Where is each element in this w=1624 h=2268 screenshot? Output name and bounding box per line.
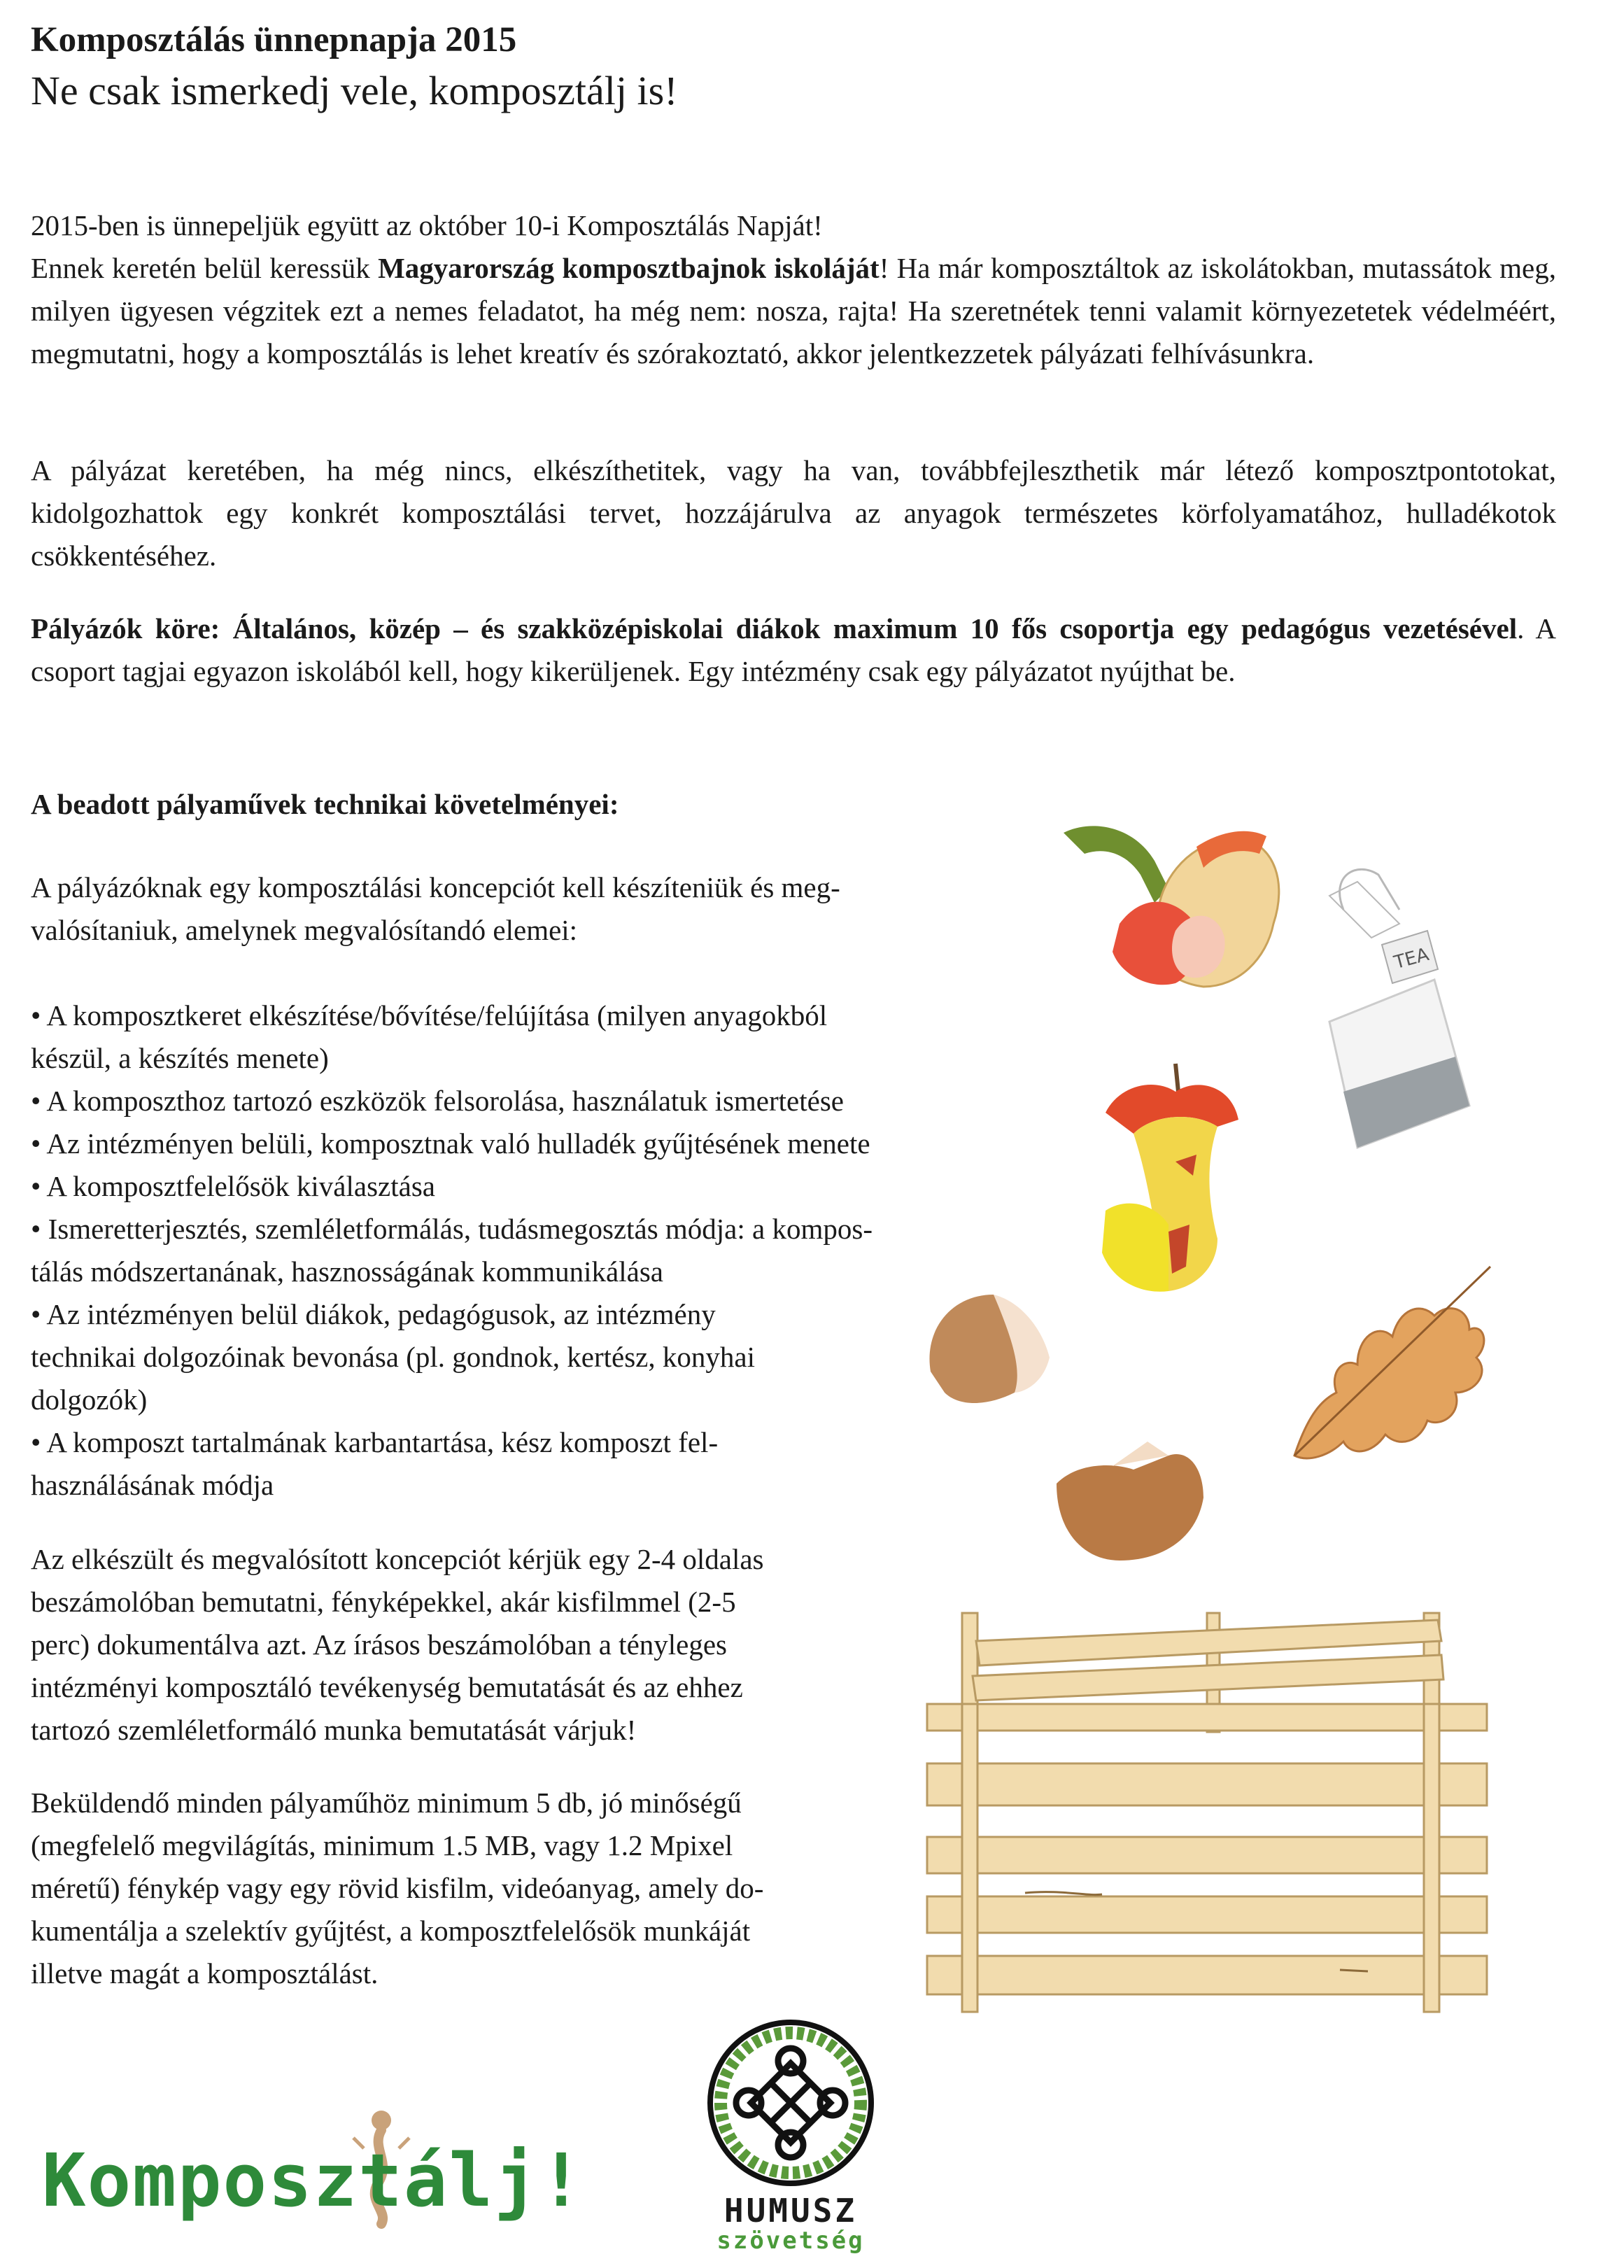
intro-text-post: ! Ha már komposztáltok az iskolátokban, mutassátok meg, milyen ügyesen végzitek ezt a nemes feladatot, ha még nem: nosza, rajta! Ha szeretnétek tenni valamit környezetetek védelméért, megmutatni, hogy a komposztálás is lehet kreatív és szórakoztató, akkor jelentkezzetek pályázati felhívásunkra.	[31, 252, 1556, 369]
intro-line: 2015-ben is ünnepeljük együtt az október 10-i Komposztálás Napját!	[31, 209, 823, 241]
humusz-name: HUMUSZ	[723, 2192, 858, 2230]
applicants-bold: Pályázók köre: Általános, közép – és szakközépiskolai diákok maximum 10 fős csoportja egy pedagógus vezetésével	[31, 612, 1518, 645]
pepper-illustration	[1036, 805, 1301, 1015]
list-item: technikai dolgozóinak bevonása (pl. gondnok, kertész, konyhai	[31, 1341, 755, 1373]
humusz-knot-icon	[703, 2015, 878, 2190]
intro-text-pre: Ennek keretén belül keressük	[31, 252, 379, 284]
page-title: Komposztálás ünnepnapja 2015	[31, 20, 517, 59]
submit-line: illetve magát a komposztálást.	[31, 1957, 379, 1989]
paragraph-applicants	[31, 607, 1556, 693]
report-line: perc) dokumentálva azt. Az írásos beszámolóban a tényleges	[31, 1628, 728, 1661]
humusz-logo	[700, 2015, 882, 2253]
intro-paragraph	[31, 204, 1556, 375]
apple-core-illustration	[1078, 1057, 1259, 1323]
list-item: • Az intézményen belül diákok, pedagógusok, az intézmény	[31, 1298, 716, 1330]
submit-line: (megfelelő megvilágítás, minimum 1.5 MB, vagy 1.2 Mpixel	[31, 1829, 733, 1861]
applicants-rest: . A csoport tagjai egyazon iskolából kell, hogy kikerüljenek. Egy intézmény csak egy pályázatot nyújthat be.	[31, 612, 1556, 687]
requirements-intro-line: A pályázóknak egy komposztálási koncepciót kell készíteniük és meg-	[31, 871, 840, 903]
requirements-heading: A beadott pályaművek technikai követelményei:	[31, 788, 619, 820]
report-line: intézményi komposztáló tevékenység bemutatását és az ehhez	[31, 1671, 743, 1703]
applicants-text	[31, 607, 1556, 693]
egg-shell-illustration	[917, 1288, 1071, 1442]
list-item: • A komposztkeret elkészítése/bővítése/felújítása (milyen anyagokból	[31, 999, 828, 1031]
submit-line: kumentálja a szelektív gyűjtést, a komposztfelelősök munkáját	[31, 1915, 751, 1947]
compost-crate-illustration	[920, 1613, 1494, 2019]
list-item: tálás módszertanának, hasznosságának kommunikálása	[31, 1255, 663, 1288]
page-subtitle: Ne csak ismerkedj vele, komposztálj is!	[31, 68, 678, 113]
list-item: • A komposzthoz tartozó eszközök felsorolása, használatuk ismertetése	[31, 1085, 844, 1117]
submit-line: méretű) fénykép vagy egy rövid kisfilm, videóanyag, amely do-	[31, 1872, 764, 1904]
paragraph-plan	[31, 449, 1556, 577]
list-item: • Ismeretterjesztés, szemléletformálás, tudásmegosztás módja: a kompos-	[31, 1213, 873, 1245]
egg-shell-2-illustration	[1050, 1428, 1231, 1568]
requirements-list	[31, 866, 873, 1507]
paragraph-submit	[31, 1782, 763, 1995]
requirements-intro-line: valósítaniuk, amelynek megvalósítandó elemei:	[31, 914, 578, 946]
list-item: • Az intézményen belüli, komposztnak való hulladék gyűjtésének menete	[31, 1127, 870, 1160]
list-item: • A komposzt tartalmának karbantartása, kész komposzt fel-	[31, 1426, 719, 1458]
report-line: beszámolóban bemutatni, fényképekkel, akár kisfilmmel (2-5	[31, 1586, 736, 1618]
list-item: • A komposztfelelősök kiválasztása	[31, 1170, 435, 1202]
list-item: készül, a készítés menete)	[31, 1042, 329, 1074]
report-line: Az elkészült és megvalósított koncepciót kérjük egy 2-4 oldalas	[31, 1543, 764, 1575]
teabag-label: TEA	[1392, 944, 1432, 974]
report-line: tartozó szemléletformáló munka bemutatását várjuk!	[31, 1714, 637, 1746]
humusz-sub: szövetség	[716, 2227, 865, 2255]
komposztalj-text: Komposztálj!	[42, 2138, 585, 2223]
komposztalj-logo	[42, 2106, 585, 2232]
teabag-illustration	[1315, 868, 1497, 1162]
plan-text: A pályázat keretében, ha még nincs, elkészíthetitek, vagy ha van, továbbfejleszthetik már létező komposztpontotokat, kidolgozhattok egy konkrét komposztálási tervet, hozzájárulva az anyagok természetes körfolyamatához, hulladékotok csökkentéséhez.	[31, 454, 1556, 572]
list-item: használásának módja	[31, 1469, 274, 1501]
submit-line: Beküldendő minden pályaműhöz minimum 5 db, jó minőségű	[31, 1787, 742, 1819]
list-item: dolgozók)	[31, 1383, 148, 1416]
oak-leaf-illustration	[1280, 1260, 1504, 1484]
intro-text-bold: Magyarország komposztbajnok iskoláját	[378, 252, 880, 284]
intro-text	[31, 247, 1556, 375]
paragraph-report	[31, 1538, 763, 1752]
